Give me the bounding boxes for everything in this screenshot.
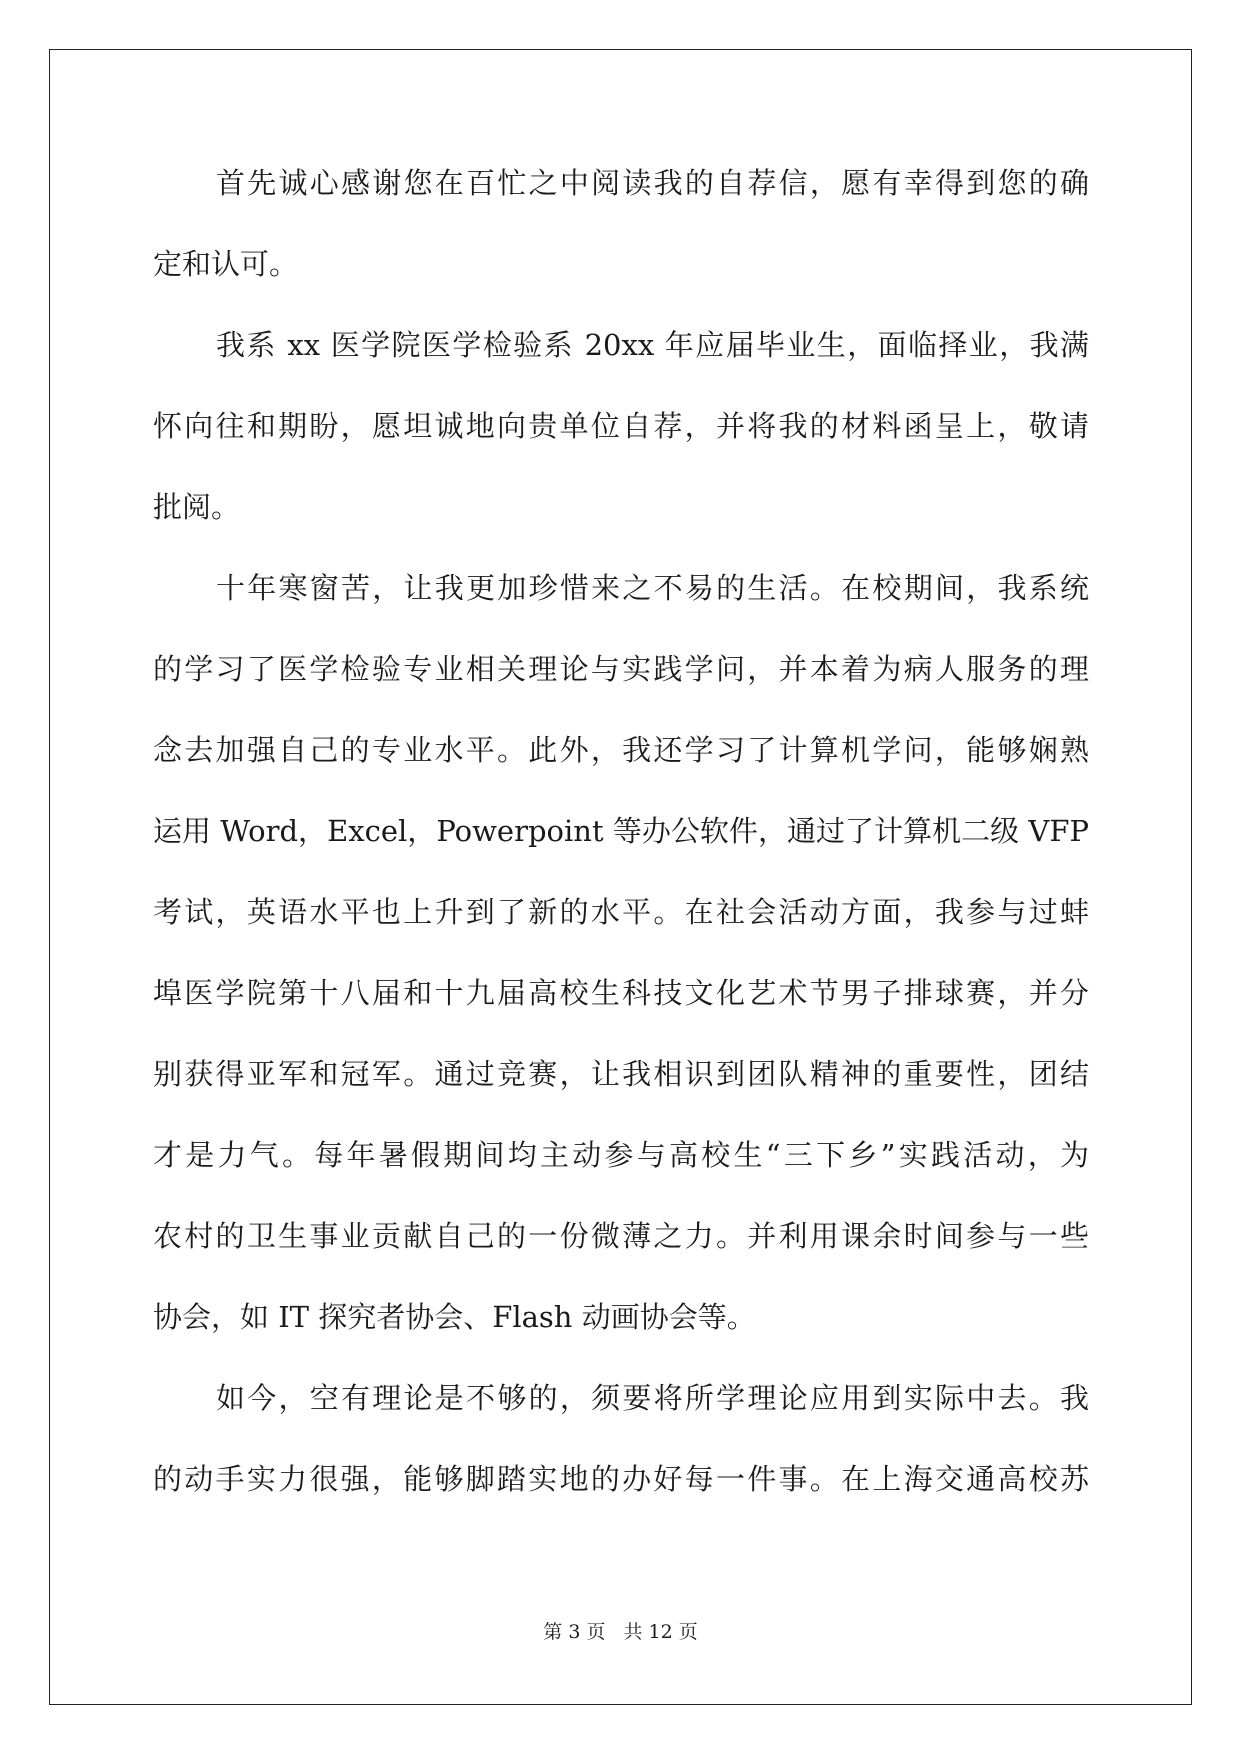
letter-body — [153, 159, 1089, 1536]
paragraph-2-line-3: 批阅。 — [153, 490, 241, 524]
paragraph-3-line-3: 念去加强自己的专业水平。此外，我还学习了计算机学问，能够娴熟 — [153, 733, 1089, 767]
paragraph-3-line-7: 别获得亚军和冠军。通过竞赛，让我相识到团队精神的重要性，团结 — [153, 1057, 1089, 1091]
paragraph-2-line-2: 怀向往和期盼，愿坦诚地向贵单位自荐，并将我的材料函呈上，敬请 — [153, 409, 1089, 443]
paragraph-3-line-8: 才是力气。每年暑假期间均主动参与高校生“三下乡”实践活动，为 — [153, 1138, 1089, 1172]
page-number: 第 3 页 — [543, 1621, 606, 1643]
page-total: 共 12 页 — [623, 1621, 698, 1643]
paragraph-4-line-2: 的动手实力很强，能够脚踏实地的办好每一件事。在上海交通高校苏 — [153, 1462, 1089, 1496]
paragraph-3-line-1: 十年寒窗苦，让我更加珍惜来之不易的生活。在校期间，我系统 — [216, 571, 1089, 605]
page-footer — [0, 1617, 1241, 1644]
paragraph-1-line-2: 定和认可。 — [153, 247, 299, 281]
paragraph-3-line-10: 协会，如 IT 探究者协会、Flash 动画协会等。 — [153, 1300, 756, 1334]
paragraph-2-line-1: 我系 xx 医学院医学检验系 20xx 年应届毕业生，面临择业，我满 — [216, 328, 1089, 362]
paragraph-3-line-9: 农村的卫生事业贡献自己的一份微薄之力。并利用课余时间参与一些 — [153, 1219, 1089, 1253]
paragraph-3-line-6: 埠医学院第十八届和十九届高校生科技文化艺术节男子排球赛，并分 — [153, 976, 1089, 1010]
paragraph-1-line-1: 首先诚心感谢您在百忙之中阅读我的自荐信，愿有幸得到您的确 — [216, 166, 1089, 200]
paragraph-3-line-2: 的学习了医学检验专业相关理论与实践学问，并本着为病人服务的理 — [153, 652, 1089, 686]
paragraph-4-line-1: 如今，空有理论是不够的，须要将所学理论应用到实际中去。我 — [216, 1381, 1089, 1415]
paragraph-3-line-4: 运用 Word，Excel，Powerpoint 等办公软件，通过了计算机二级 VFP — [153, 814, 1089, 848]
paragraph-3-line-5: 考试，英语水平也上升到了新的水平。在社会活动方面，我参与过蚌 — [153, 895, 1089, 929]
